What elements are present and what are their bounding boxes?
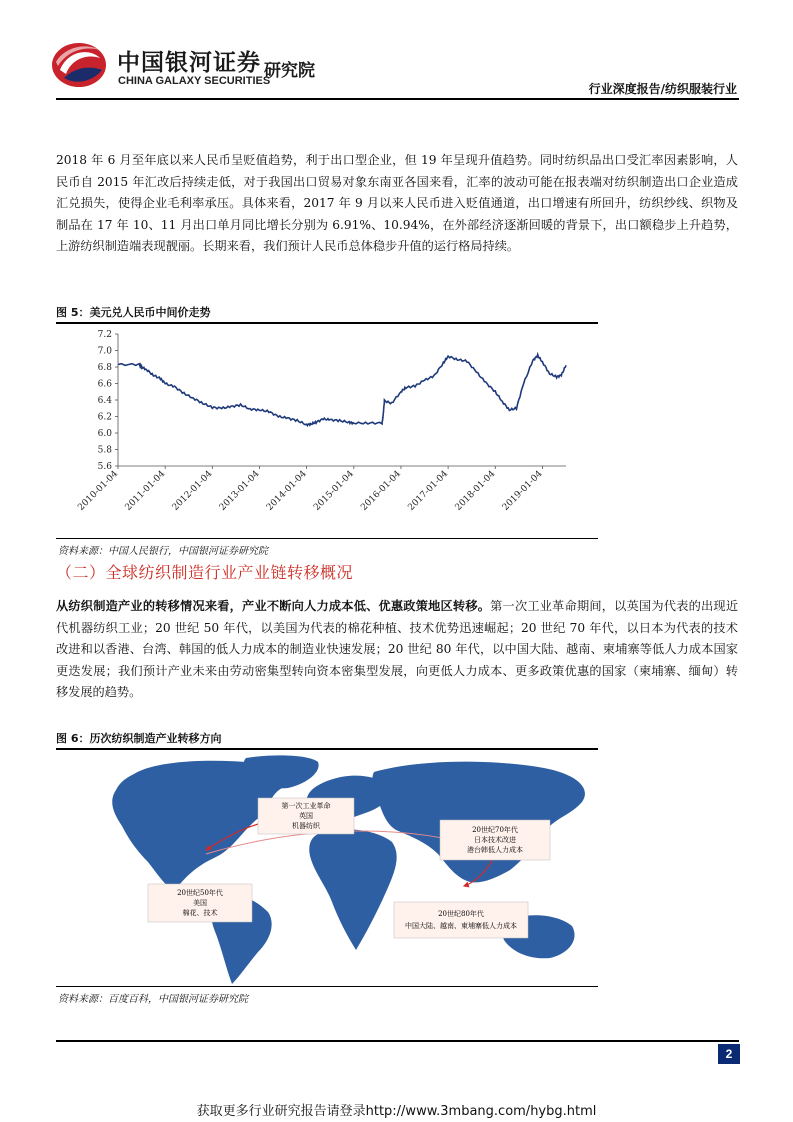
svg-text:20世纪50年代: 20世纪50年代: [177, 889, 223, 897]
x-tick-label: 2015-01-04: [312, 469, 356, 513]
paragraph-lead-bold: 从纺织制造产业的转移情况来看，产业不断向人力成本低、优惠政策地区转移。: [56, 599, 491, 613]
page-header: [0, 0, 793, 100]
header-divider: [56, 98, 739, 100]
x-tick-label: 2011-01-04: [123, 469, 168, 513]
figure5-source: 资料来源：中国人民银行，中国银河证券研究院: [58, 546, 268, 557]
y-tick-label: 6.8: [97, 363, 112, 373]
y-tick-label: 7.2: [97, 330, 112, 340]
y-tick-label: 6.2: [97, 412, 112, 423]
figure6-source: 资料来源：百度百科，中国银河证券研究院: [58, 994, 248, 1005]
brand-name-en: CHINA GALAXY SECURITIES: [118, 75, 271, 87]
y-tick-label: 5.6: [97, 462, 112, 472]
svg-text:棉花、技术: 棉花、技术: [182, 909, 218, 917]
svg-text:港台韩低人力成本: 港台韩低人力成本: [467, 846, 523, 854]
label-japan-1970s: [440, 820, 550, 860]
y-tick-label: 5.8: [97, 445, 112, 456]
brand-institute: 研究院: [264, 61, 315, 81]
series-line-usdcny: [118, 355, 566, 426]
x-tick-label: 2016-01-04: [359, 469, 404, 513]
svg-text:美国: 美国: [193, 899, 207, 907]
y-tick-label: 6.6: [97, 379, 112, 390]
label-china-1980s: [394, 902, 528, 938]
x-tick-label: 2017-01-04: [406, 469, 451, 513]
section-title-industry-transfer: （二）全球纺织制造行业产业链转移概况: [56, 563, 354, 582]
y-tick-label: 7.0: [97, 346, 112, 357]
x-tick-label: 2014-01-04: [264, 469, 309, 513]
world-map-transfer-diagram: [56, 754, 598, 984]
figure5-bottom-rule: [56, 538, 598, 539]
x-tick-label: 2019-01-04: [500, 469, 545, 513]
x-tick-label: 2018-01-04: [453, 469, 498, 513]
figure6-bottom-rule: [56, 986, 598, 987]
svg-text:20世纪70年代: 20世纪70年代: [472, 826, 518, 834]
figure5-title: 图 5：美元兑人民币中间价走势: [56, 304, 598, 324]
label-uk-industrial-revolution: [258, 798, 354, 834]
footer-download-link[interactable]: 获取更多行业研究报告请登录http://www.3mbang.com/hybg.html: [196, 1104, 597, 1119]
report-type: 行业深度报告/纺织服装行业: [588, 82, 737, 96]
x-tick-label: 2012-01-04: [170, 469, 215, 513]
figure6-title: 图 6：历次纺织制造产业转移方向: [56, 730, 598, 750]
svg-text:机器纺织: 机器纺织: [292, 822, 320, 830]
svg-text:英国: 英国: [299, 812, 313, 820]
svg-text:第一次工业革命: 第一次工业革命: [281, 802, 331, 810]
paragraph-body: 第一次工业革命期间，以英国为代表的出现近代机器纺织工业；20 世纪 50 年代，以美国为代表的棉花种植、技术优势迅速崛起；20 世纪 70 年代，以日本为代表的技术改进和以香港、台湾、韩国的低人力成本的制造业快速发展；20 世纪 80 年代，以中国大陆、越南、柬埔寨等低人力成本国家更迭发展；我们预计产业未来由劳动密集型转向资本密集型发展，向更低人力成本、更多政策优惠的国家（柬埔寨、缅甸）转移发展的趋势。: [56, 599, 739, 700]
y-tick-label: 6.0: [97, 429, 112, 439]
exchange-rate-line-chart: [56, 326, 598, 536]
label-us-1950s: [148, 884, 252, 922]
x-tick-label: 2013-01-04: [217, 469, 262, 513]
y-tick-label: 6.4: [97, 396, 112, 406]
footer-divider: [56, 1040, 739, 1042]
svg-text:日本技术改进: 日本技术改进: [474, 836, 516, 844]
brand-name-cn: 中国银河证券: [117, 50, 261, 76]
page-number: 2: [718, 1044, 740, 1064]
x-tick-label: 2010-01-04: [76, 469, 121, 513]
svg-text:中国大陆、越南、柬埔寨低人力成本: 中国大陆、越南、柬埔寨低人力成本: [405, 922, 517, 930]
paragraph-industry-transfer: [56, 596, 738, 704]
paragraph-exchange-rate: 2018 年 6 月至年底以来人民币呈贬值趋势，利于出口型企业，但 19 年呈现升值趋势。同时纺织品出口受汇率因素影响，人民币自 2015 年汇改后持续走低，对于我国出口贸易对象东南亚各国来看，汇率的波动可能在报表端对纺织制造出口企业造成汇兑损失，使得企业毛利率承压。具体来看，2017 年 9 月以来人民币进入贬值通道，出口增速有所回升，纺织纱线、织物及制品在 17 年 10、11 月出口单月同比增长分别为 6.91%、10.94%，在外部经济逐渐回暖的背景下，出口额稳步上升趋势，上游纺织制造端表现靓丽。长期来看，我们预计人民币总体稳步升值的运行格局持续。: [56, 153, 738, 254]
svg-text:20世纪80年代: 20世纪80年代: [438, 910, 484, 918]
galaxy-logo-icon: [50, 40, 108, 90]
